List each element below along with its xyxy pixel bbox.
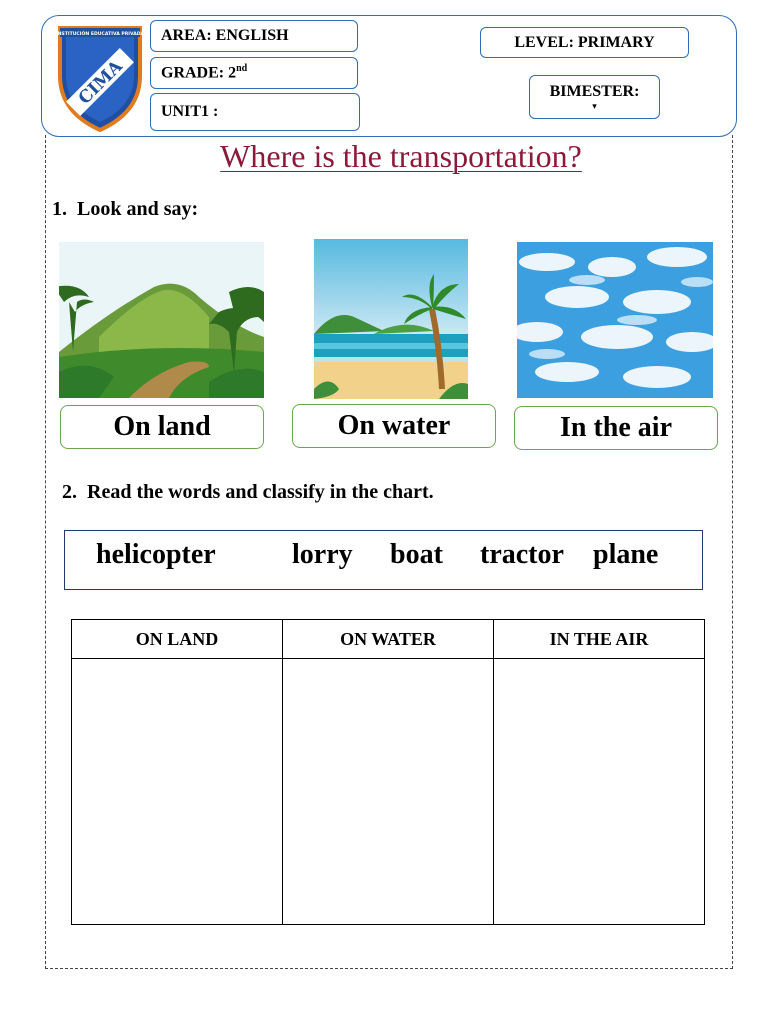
svg-text:INSTITUCIÓN EDUCATIVA PRIVADA: INSTITUCIÓN EDUCATIVA PRIVADA <box>56 32 144 37</box>
answer-cell-in-the-air[interactable] <box>494 659 705 925</box>
label-on-land: On land <box>60 405 264 449</box>
header-in-the-air: IN THE AIR <box>494 620 705 659</box>
svg-text:CIMA: CIMA <box>74 56 127 109</box>
land-picture <box>59 242 264 398</box>
unit-field <box>150 93 360 131</box>
question-1-number: 1. <box>52 198 67 220</box>
word-bank <box>64 530 703 590</box>
grade-suffix: nd <box>236 63 248 75</box>
level-field <box>480 27 689 58</box>
answer-cell-on-water[interactable] <box>283 659 494 925</box>
chevron-down-icon: ▾ <box>592 100 597 111</box>
question-2 <box>62 481 434 504</box>
word-lorry: lorry <box>292 539 353 570</box>
question-1 <box>52 198 198 221</box>
word-boat: boat <box>390 539 443 570</box>
unit-label: UNIT1 : <box>161 103 219 120</box>
bimester-label: BIMESTER: <box>549 82 640 100</box>
sky-picture <box>517 242 713 398</box>
header-on-land: ON LAND <box>72 620 283 659</box>
grade-label <box>161 63 247 82</box>
question-2-text: Read the words and classify in the chart. <box>87 481 434 503</box>
school-logo <box>56 24 144 132</box>
bimester-dropdown[interactable] <box>529 75 660 119</box>
area-field <box>150 20 358 52</box>
label-on-water: On water <box>292 404 496 448</box>
classification-table <box>71 619 705 925</box>
worksheet-title: Where is the transportation? <box>220 138 582 174</box>
area-label: AREA: ENGLISH <box>161 27 289 44</box>
grade-field <box>150 57 358 89</box>
level-label: LEVEL: PRIMARY <box>514 33 655 51</box>
word-helicopter: helicopter <box>96 539 216 570</box>
answer-cell-on-land[interactable] <box>72 659 283 925</box>
word-tractor: tractor <box>480 539 564 570</box>
question-2-number: 2. <box>62 481 77 503</box>
grade-prefix: GRADE: 2 <box>161 64 237 82</box>
header-on-water: ON WATER <box>283 620 494 659</box>
word-plane: plane <box>593 539 659 570</box>
water-picture <box>314 239 468 399</box>
question-1-text: Look and say: <box>77 198 199 220</box>
label-in-the-air: In the air <box>514 406 718 450</box>
